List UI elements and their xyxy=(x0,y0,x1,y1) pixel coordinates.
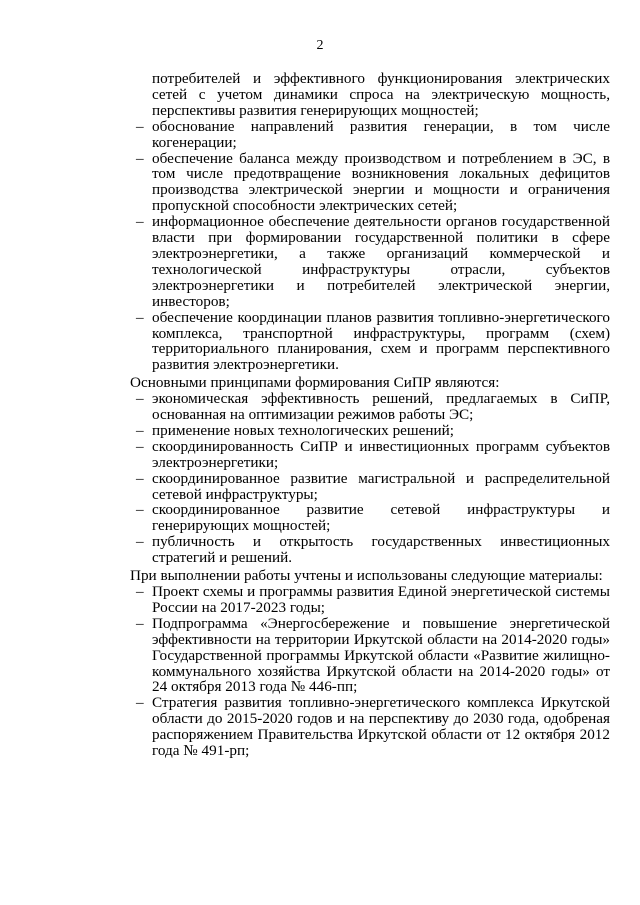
list-item xyxy=(130,584,610,616)
principles-list xyxy=(130,391,610,566)
list-item-text: обоснование направлений развития генерации, в том числе когенерации; xyxy=(152,117,610,151)
principles-heading: Основными принципами формирования СиПР являются: xyxy=(130,374,500,392)
list-dash: – xyxy=(136,533,144,551)
list-item-text: обеспечение координации планов развития топливно-энергетического комплекса, транспортной инфраструктуры, программ (схем) территориального планирования, схем и программ перспективного развития электроэнергетики. xyxy=(152,308,610,374)
list-item xyxy=(130,616,610,696)
list-dash: – xyxy=(136,308,144,326)
page-number: 2 xyxy=(316,38,324,53)
list-dash: – xyxy=(136,501,144,519)
list-item xyxy=(130,151,610,215)
list-item-text: скоординированное развитие сетевой инфраструктуры и генерирующих мощностей; xyxy=(152,501,610,535)
list-item xyxy=(130,119,610,151)
list-item-text: публичность и открытость государственных инвестиционных стратегий и решений. xyxy=(152,533,610,567)
list-dash: – xyxy=(136,390,144,408)
list-dash: – xyxy=(136,437,144,455)
list-item xyxy=(130,214,610,309)
list-item-text: применение новых технологических решений; xyxy=(152,421,454,439)
list-dash: – xyxy=(136,117,144,135)
list-item xyxy=(130,534,610,566)
list-item-text: экономическая эффективность решений, предлагаемых в СиПР, основанная на оптимизации режимов работы ЭС; xyxy=(152,390,610,424)
list-item xyxy=(130,471,610,503)
list-item-text: обеспечение баланса между производством и потреблением в ЭС, в том числе предотвращение возникновения локальных дефицитов производства электрической энергии и мощности и ограничения пропускной способности электрических сетей; xyxy=(152,149,610,215)
list-item-text: потребителей и эффективного функционирования электрических сетей с учетом динамики спроса на электрическую мощность, перспективы развития генерирующих мощностей; xyxy=(152,70,610,119)
list-item-text: информационное обеспечение деятельности органов государственной власти при формировании государственной политики в сфере электроэнергетики, а также организаций коммерческой и технологической инфраструктуры отрасли, субъектов электроэнергетики и потребителей электрической энергии, инвесторов; xyxy=(152,213,610,310)
list-item xyxy=(130,391,610,423)
list-dash: – xyxy=(136,149,144,167)
list-dash: – xyxy=(136,421,144,439)
list-item xyxy=(130,502,610,534)
list-item xyxy=(130,71,610,119)
document-body xyxy=(130,71,610,759)
list-item-text: Подпрограмма «Энергосбережение и повышение энергетической эффективности на территории Иркутской области на 2014-2020 годы» Государственной программы Иркутской области «Развитие жилищно-коммунального хозяйства Иркутской области на 2014-2020 годы» от 24 октября 2013 года № 446-пп; xyxy=(152,614,610,696)
list-item xyxy=(130,310,610,374)
list-item xyxy=(130,695,610,759)
list-dash: – xyxy=(136,583,144,600)
list-item-text: скоординированное развитие магистральной и распределительной сетевой инфраструктуры; xyxy=(152,469,610,503)
list-item xyxy=(130,439,610,471)
list-dash: – xyxy=(136,469,144,487)
list-item-text: Проект схемы и программы развития Единой энергетической системы России на 2017-2023 годы; xyxy=(152,583,610,616)
materials-heading: При выполнении работы учтены и использованы следующие материалы: xyxy=(130,567,603,585)
list-item xyxy=(130,423,610,439)
goals-list xyxy=(130,71,610,373)
list-dash: – xyxy=(136,213,144,231)
list-dash: – xyxy=(136,694,144,712)
list-item-text: скоординированность СиПР и инвестиционных программ субъектов электроэнергетики; xyxy=(152,437,610,471)
list-item-text: Стратегия развития топливно-энергетического комплекса Иркутской области до 2015-2020 годов и на перспективу до 2030 года, одобреная распоряжением Правительства Иркутской области от 12 октября 2012 года № 491-рп; xyxy=(152,694,610,760)
list-dash: – xyxy=(136,614,144,632)
materials-list xyxy=(130,584,610,759)
